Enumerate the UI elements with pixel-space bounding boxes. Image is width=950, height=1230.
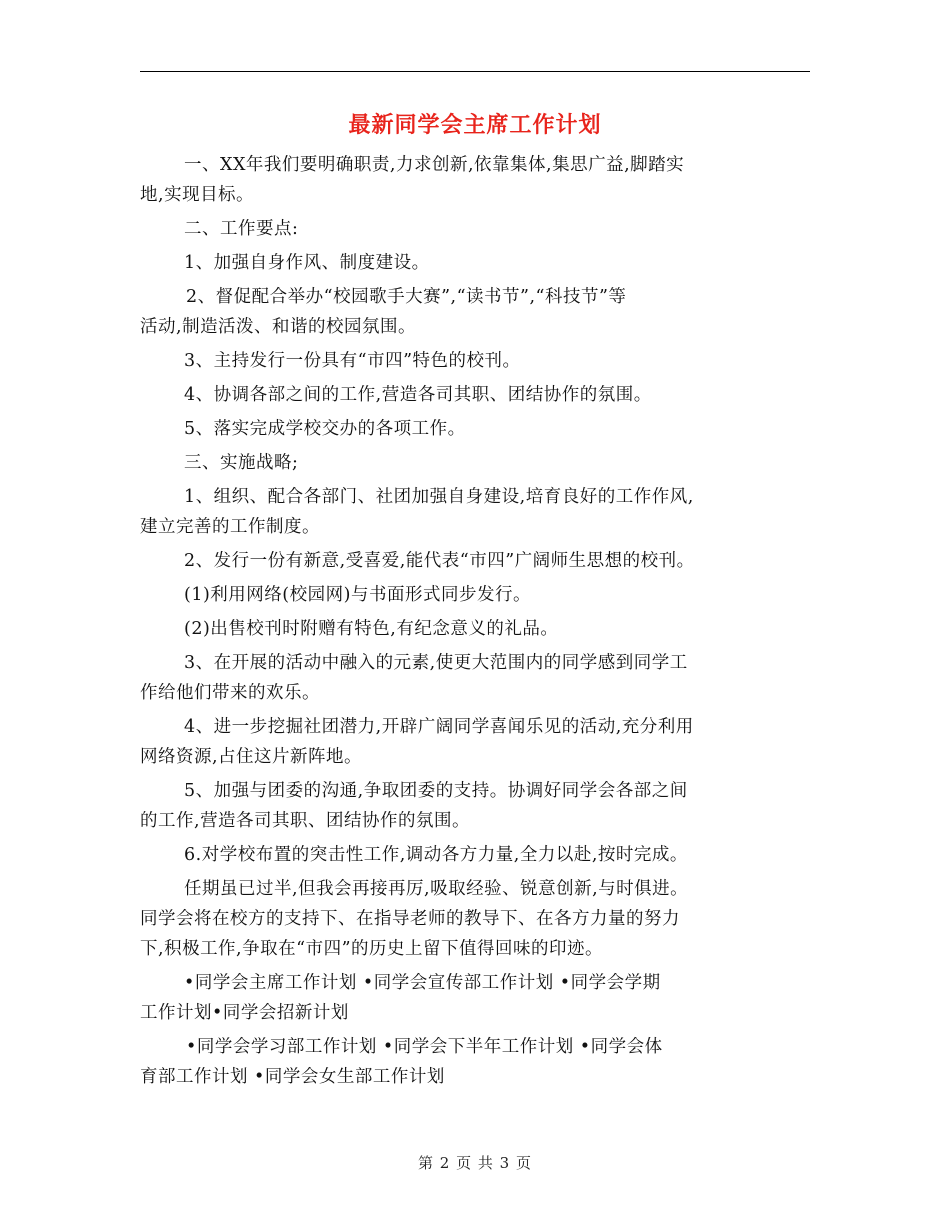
paragraph bbox=[140, 214, 820, 244]
paragraph-line: 5、加强与团委的沟通,争取团委的支持。协调好同学会各部之间 bbox=[184, 781, 688, 801]
paragraph-line: 三、实施战略; bbox=[184, 453, 299, 473]
paragraph-line: 2、督促配合举办“校园歌手大赛”,“读书节”,“科技节”等 bbox=[186, 287, 627, 307]
paragraph-line: 下,积极工作,争取在“市四”的历史上留下值得回味的印迹。 bbox=[140, 939, 604, 959]
paragraph-line: 工作计划•同学会招新计划 bbox=[140, 1003, 349, 1023]
paragraph-line: 地,实现目标。 bbox=[140, 185, 255, 205]
page-footer: 第 2 页 共 3 页 bbox=[418, 1154, 532, 1172]
paragraph-line: 活动,制造活泼、和谐的校园氛围。 bbox=[140, 317, 417, 337]
paragraph-line: 5、落实完成学校交办的各项工作。 bbox=[184, 419, 466, 439]
paragraph-line: 作给他们带来的欢乐。 bbox=[140, 683, 320, 703]
paragraph bbox=[140, 968, 820, 1028]
paragraph-line: •同学会主席工作计划 •同学会宣传部工作计划 •同学会学期 bbox=[184, 973, 661, 993]
paragraph bbox=[140, 648, 820, 708]
paragraph bbox=[140, 482, 820, 542]
paragraph-line: 同学会将在校方的支持下、在指导老师的教导下、在各方力量的努力 bbox=[140, 909, 680, 929]
paragraph-line: 育部工作计划 •同学会女生部工作计划 bbox=[140, 1067, 445, 1087]
paragraph-line: •同学会学习部工作计划 •同学会下半年工作计划 •同学会体 bbox=[186, 1037, 663, 1057]
paragraph bbox=[140, 580, 820, 610]
paragraph-line: (2)出售校刊时附赠有特色,有纪念意义的礼品。 bbox=[184, 619, 559, 639]
paragraph-line: 1、加强自身作风、制度建设。 bbox=[184, 253, 430, 273]
paragraph bbox=[140, 776, 820, 836]
paragraph-line: (1)利用网络(校园网)与书面形式同步发行。 bbox=[184, 585, 531, 605]
paragraph-line: 任期虽已过半,但我会再接再厉,吸取经验、锐意创新,与时俱进。 bbox=[184, 879, 689, 899]
paragraph bbox=[140, 248, 820, 278]
paragraph bbox=[140, 150, 820, 210]
paragraph bbox=[140, 346, 820, 376]
paragraph bbox=[140, 1032, 820, 1092]
paragraph bbox=[140, 414, 820, 444]
header-rule bbox=[140, 71, 810, 72]
paragraph-line: 1、组织、配合各部门、社团加强自身建设,培育良好的工作作风, bbox=[184, 487, 694, 507]
paragraph bbox=[140, 282, 820, 342]
paragraph bbox=[140, 712, 820, 772]
paragraph bbox=[140, 614, 820, 644]
paragraph-line: 3、主持发行一份具有“市四”特色的校刊。 bbox=[184, 351, 521, 371]
paragraph-line: 4、协调各部之间的工作,营造各司其职、团结协作的氛围。 bbox=[184, 385, 652, 405]
paragraph-line: 的工作,营造各司其职、团结协作的氛围。 bbox=[140, 811, 471, 831]
paragraph-line: 二、工作要点: bbox=[184, 219, 299, 239]
paragraph bbox=[140, 380, 820, 410]
paragraph bbox=[140, 448, 820, 478]
paragraph-line: 2、发行一份有新意,受喜爱,能代表“市四”广阔师生思想的校刊。 bbox=[184, 551, 695, 571]
paragraph-line: 建立完善的工作制度。 bbox=[140, 517, 320, 537]
paragraph-line: 网络资源,占住这片新阵地。 bbox=[140, 747, 363, 767]
paragraph-line: 3、在开展的活动中融入的元素,使更大范围内的同学感到同学工 bbox=[184, 653, 688, 673]
document-title: 最新同学会主席工作计划 bbox=[348, 112, 602, 138]
paragraph bbox=[140, 874, 820, 964]
paragraph bbox=[140, 546, 820, 576]
document-body bbox=[140, 150, 820, 1096]
paragraph bbox=[140, 840, 820, 870]
paragraph-line: 一、XX年我们要明确职责,力求创新,依靠集体,集思广益,脚踏实 bbox=[184, 155, 685, 175]
paragraph-line: 6.对学校布置的突击性工作,调动各方力量,全力以赴,按时完成。 bbox=[184, 845, 688, 865]
paragraph-line: 4、进一步挖掘社团潜力,开辟广阔同学喜闻乐见的活动,充分利用 bbox=[184, 717, 694, 737]
